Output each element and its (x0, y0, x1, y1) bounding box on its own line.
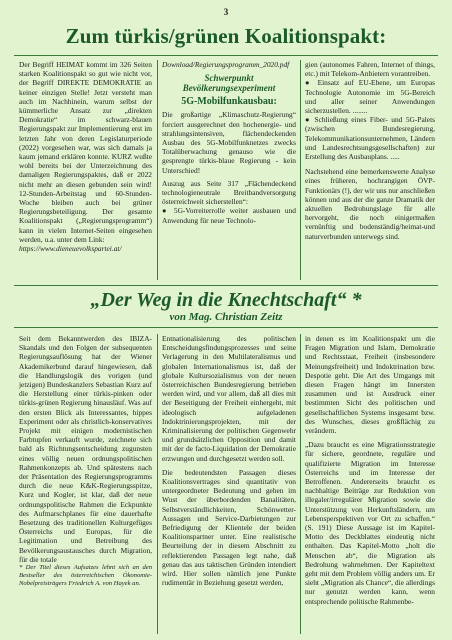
program-link[interactable]: https://www.dieneuevolkspartei.at/ (19, 244, 122, 254)
bullet-5g-vorreiter: ● 5G-Vorreiterrolle weiter ausbauen und Anwendung für neue Technolo- (162, 206, 296, 225)
bullet-fiber-5g: ● Schließung eines Fiber- und 5G-Palets (zwischen Bundesregierung, Telekommunikationsunternehmen, Ländern und Landesrechtsungsgesellschaften) zur Erstellung des Ausbauplans. ..... (305, 115, 435, 162)
footnote: * Der Titel dieses Aufsatzes lehnt sich an den Bestseller des österreichischen Ökonomie-Nobelpreisträgers Friedrich A. von Hayek an. (19, 564, 152, 588)
top-col2-text1: Die großartige „Klimaschutz-Regierung“ forciert ausgerechnet den hochenergie- und strahlungsintensiven, flächendeckenden Ausbau des 5G-Mobilfunknetzes zwecks Totalüberwachung genauso wie die gesprengte türkis-blaue Regierung - kein Unterschied! (162, 110, 296, 175)
column-rule (300, 60, 301, 280)
bottom-col2-text2: Die bedeutendsten Passagen dieses Koalitionsvertrages sind quantitativ von untergeordneter Bedeutung und gehen im Wust der überbordenden Banalitäten, Selbstverständlichkeiten, Schönwetter-Aussagen und Service-Darbietungen zur Befriedigung der Klientele der beiden Koalitionspartner unter. Eine realistische Beurteilung der in diesem Abschnitt zu reflektierenden Passagen legt nahe, daß genau das aus taktischen Gründen intendiert wird. Hier sollen nämlich jene Punkte rudimentär in Beziehung gesetzt werden, (162, 467, 296, 588)
headline-koalitionspakt: Zum türkis/grünen Koalitionspakt: (65, 24, 387, 48)
divider-top (14, 55, 438, 56)
top-column-3 (305, 60, 435, 241)
bullet-eu-ebene: ● Einsatz auf EU-Ebene, um Europas Technologie Autonomie im 5G-Bereich und aller seiner Anwendungen sicherzustellen. ........ (305, 78, 435, 116)
headline-knechtschaft: „Der Weg in die Knechtschaft“ * (90, 289, 362, 311)
column-rule (300, 334, 301, 634)
bottom-column-1 (19, 334, 152, 588)
top-col2-text2: Auszug aus Seite 317 „Flächendeckend technologieneutrale Breitbandversorgung österreichweit sicherstellen“: (162, 178, 296, 207)
column-rule (157, 60, 158, 280)
subhead-bevoelkerungsexperiment: Schwerpunkt Bevölkerungsexperiment (182, 73, 276, 94)
bottom-col2-text1: Entnationalisierung des politischen Entscheidungsfindungsprozesses und seine Verlagerung in den Multilateralismus und globalen Internationalismus ist, daß der globale Kultursozialismus von der neuen österreichischen Bundesregierung betrieben werden wird, und vor allem, daß all dies mit der Beseitigung der Freiheit einhergeht, mit ideologisch aufgeladenen Indoktrinierungsprojekten, mit der Kriminalisierung der politischen Gegenwehr und grundsätzlichen Opposition und damit mit der de facto-Liquidation der Demokratie erzwungen und durchgesetzt werden soll. (162, 334, 296, 463)
top-column-2 (162, 60, 296, 225)
bottom-col3-text1: in denen es im Koalitionspakt um die Fragen Migration und Islam, Demokratie und Rechtsstaat, Freiheit (insbesondere Meinungsfreiheit) und Indoktrination bzw. Despotie geht. Die Art des Umgangs mit diesen Fragen hängt im Innersten zusammen und ist Ausdruck einer bestimmten Sicht des politischen und gesellschaftlichen Systems insgesamt bzw. des Wunsches, dieses großflächig zu verändern. (305, 334, 435, 436)
top-column-1 (19, 60, 152, 253)
top-col1-text: Der Begriff HEIMAT kommt im 326 Seiten starken Koalitionspakt so gut wie nicht vor, der Begriff DIREKTE DEMOKRATIE an keiner einzigen Stelle! Jetzt versteht man auch im Nachhinein, warum selbst der kümmerliche Ansatz zur „direkten Demokratie“ im schwarz-blauen Regierungspakt zur Implementierung erst im letzten Jahr von deren Legislaturperiode (2022) vorgesehen war, was sich damals ja kaum jemand erklären konnte. KURZ wußte wohl bereits bei der Unterzeichnung des damaligen Regierungspaktes, daß er 2022 nicht mehr an diesen gebunden sein wird! 12-Stunden-Arbeitstag und 60-Stunden-Woche bleiben auch bei grüner Regierungsbeteiligung. Der gesamte Koalitionspakt („Regierungsprogramm“) kann in vielen Internet-Seiten eingesehen werden, u.a. unter dem Link: (19, 60, 152, 244)
bottom-column-2 (162, 334, 296, 587)
byline: von Mag. Christian Zeitz (169, 311, 283, 323)
top-col3-text1: gien (autonomes Fahren, Internet of things, etc.) mit Telekom-Anbietern vorantreiben. (305, 60, 435, 79)
program-link-continued[interactable]: Download/Regierungsprogramm_2020.pdf (162, 60, 290, 69)
column-rule (157, 334, 158, 634)
top-col3-analysis: Nachstehend eine bemerkenswerte Analyse eines früheren, hochrangigen ÖVP-Funktionärs (!), der wir uns nur anschließen können und aus der die ganze Dramatik der aktuellen Bedrohungslage für alle hervorgeht, die noch einigermaßen vernünftig und bodenständig/heimat-und naturverbunden unterwegs sind. (305, 167, 435, 241)
bottom-col1-text: Seit dem Bekanntwerden des IBIZA-Skandals und den Folgen der subsequenten Regierungsauflösung hat der Wiener Akademikerbund darauf hingewiesen, daß die Handlungslogik des vorigen (und jetzigen) Bundeskanzlers Sebastian Kurz auf die Herstellung einer türkis-pinken oder türkis-grünen Regierung hinausläuf. Was auf den ersten Blick als Interessantes, hippes Experiment oder als christlich-konservatives Projekt mit einigen modernistischen Farbtupfen verkauft wurde, zeichnete sich bald als Richtungsentscheidung zugunsten eines völlig neuen ordnungspolitischen Rahmenkonzepts ab. Und spätestens nach der Präsentation des Regierungsprogramms durch die neue K&K-Regierungsspitze, Kurz und Kogler, ist klar, daß der neue ordnungspolitische Rahmen die Eckpunkte des Aufmarschplanes für eine dauerhafte Besetzung des traditionellen Kulturgefüges Österreichs und Europas, für die Legitimation und Betreibung des Bevölkerungsaustausches durch Migration, für die totale (19, 334, 152, 564)
bottom-col3-text2: „Dazu braucht es eine Migrationsstrategie für sichere, geordnete, reguläre und qualifizierte Migration im Interesse Österreichs und im Interesse der Betroffenen. Andererseits braucht es nachhaltige Beiträge zur Reduktion von illegaler/irregulärer Migration sowie die Unterstützung von Herkunftsländern, um Lebensperspektiven vor Ort zu schaffen.“ (S. 191) Diese Aussage ist im Kapitel-Motto des Deckblattes eindeutig nicht enthalten. Das Kapitel-Motto „holt die Menschen ab“, die Migration als Bedrohung wahrnehmen. Der Kapiteltext geht mit dem Problem völlig anders um. Er sieht „Migration als Chance“, die allerdings nur genutzt werden kann, wenn entsprechende politische Rahmenbe- (305, 440, 435, 606)
bottom-column-3 (305, 334, 435, 606)
subhead-5g: 5G-Mobilfunkausbau: (181, 96, 277, 108)
page-number: 3 (223, 7, 229, 17)
divider-byline (14, 327, 438, 328)
divider-middle (14, 285, 438, 286)
